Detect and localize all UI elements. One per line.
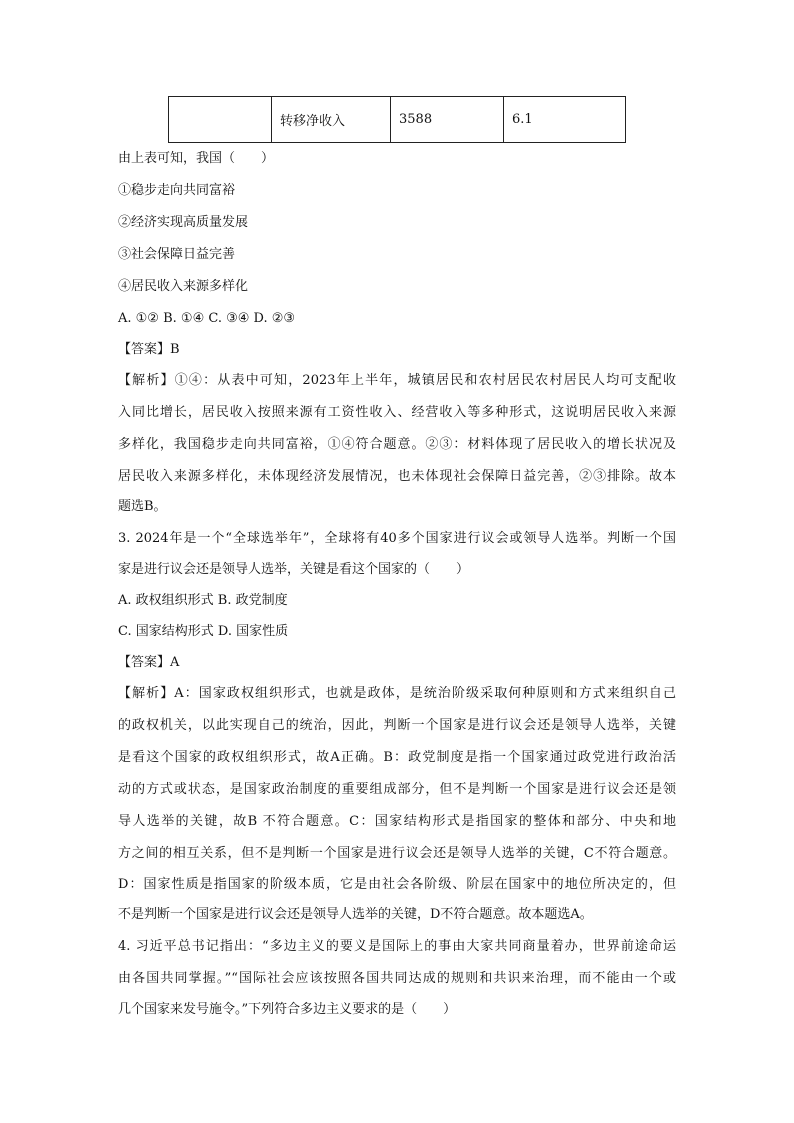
table-cell [169, 97, 272, 143]
income-table [168, 96, 626, 143]
answer-label: 【答案】A [118, 655, 180, 670]
analysis-line: 居民收入来源多样化，未体现经济发展情况，也未体现社会保障日益完善，②③排除。故本 [118, 469, 676, 484]
analysis-line: 是看这个国家的政权组织形式，故A正确。B：政党制度是指一个国家通过政党进行政治活 [118, 750, 676, 765]
question-stem: 3. 2024年是一个“全球选举年”，全球将有40多个国家进行议会或领导人选举。判断一个国 [118, 531, 676, 546]
analysis-line: 入同比增长，居民收入按照来源有工资性收入、经营收入等多种形式，这说明居民收入来源 [118, 405, 676, 420]
question-stem: 家是进行议会还是领导人选举，关键是看这个国家的（ ） [118, 562, 470, 577]
analysis-line: 【解析】A：国家政权组织形式，也就是政体，是统治阶级采取何种原则和方式来组织自己 [118, 686, 676, 701]
analysis-line: 【解析】①④：从表中可知，2023年上半年，城镇居民和农村居民农村居民人均可支配收 [118, 373, 676, 388]
answer-label: 【答案】B [118, 342, 180, 357]
question-stem: 由各国共同掌握。”“国际社会应该按照各国共同达成的规则和共识来治理，而不能由一个或 [118, 971, 676, 986]
answer-choices: A. ①② B. ①④ C. ③④ D. ②③ [118, 311, 296, 326]
analysis-line: 题选B。 [118, 499, 167, 514]
question-stem: 由上表可知，我国（ ） [118, 151, 275, 166]
answer-choices: A. 政权组织形式 B. 政党制度 [118, 593, 288, 608]
answer-choices: C. 国家结构形式 D. 国家性质 [118, 624, 289, 639]
analysis-line: 的政权机关，以此实现自己的统治，因此，判断一个国家是进行议会还是领导人选举，关键 [118, 718, 676, 733]
analysis-line: D：国家性质是指国家的阶级本质，它是由社会各阶级、阶层在国家中的地位所决定的，但 [118, 877, 676, 892]
analysis-line: 方之间的相互关系，但不是判断一个国家是进行议会还是领导人选举的关键，C不符合题意。 [118, 846, 676, 861]
analysis-line: 动的方式或状态，是国家政治制度的重要组成部分，但不是判断一个国家是进行议会还是领 [118, 782, 676, 797]
table-cell: 转移净收入 [272, 97, 391, 143]
table-row [169, 97, 626, 143]
question-stem: 4. 习近平总书记指出：“多边主义的要义是国际上的事由大家共同商量着办，世界前途命运 [118, 939, 676, 954]
option-item: ④居民收入来源多样化 [118, 279, 249, 294]
question-stem: 几个国家来发号施令。”下列符合多边主义要求的是（ ） [118, 1002, 457, 1017]
analysis-line: 不是判断一个国家是进行议会还是领导人选举的关键，D不符合题意。故本题选A。 [118, 907, 593, 922]
table-cell: 6.1 [504, 97, 626, 143]
option-item: ②经济实现高质量发展 [118, 215, 249, 230]
table-cell: 3588 [391, 97, 504, 143]
option-item: ①稳步走向共同富裕 [118, 183, 236, 198]
analysis-line: 导人选举的关键，故B 不符合题意。C：国家结构形式是指国家的整体和部分、中央和地 [118, 814, 676, 829]
option-item: ③社会保障日益完善 [118, 247, 236, 262]
analysis-line: 多样化，我国稳步走向共同富裕，①④符合题意。②③：材料体现了居民收入的增长状况及 [118, 437, 676, 452]
